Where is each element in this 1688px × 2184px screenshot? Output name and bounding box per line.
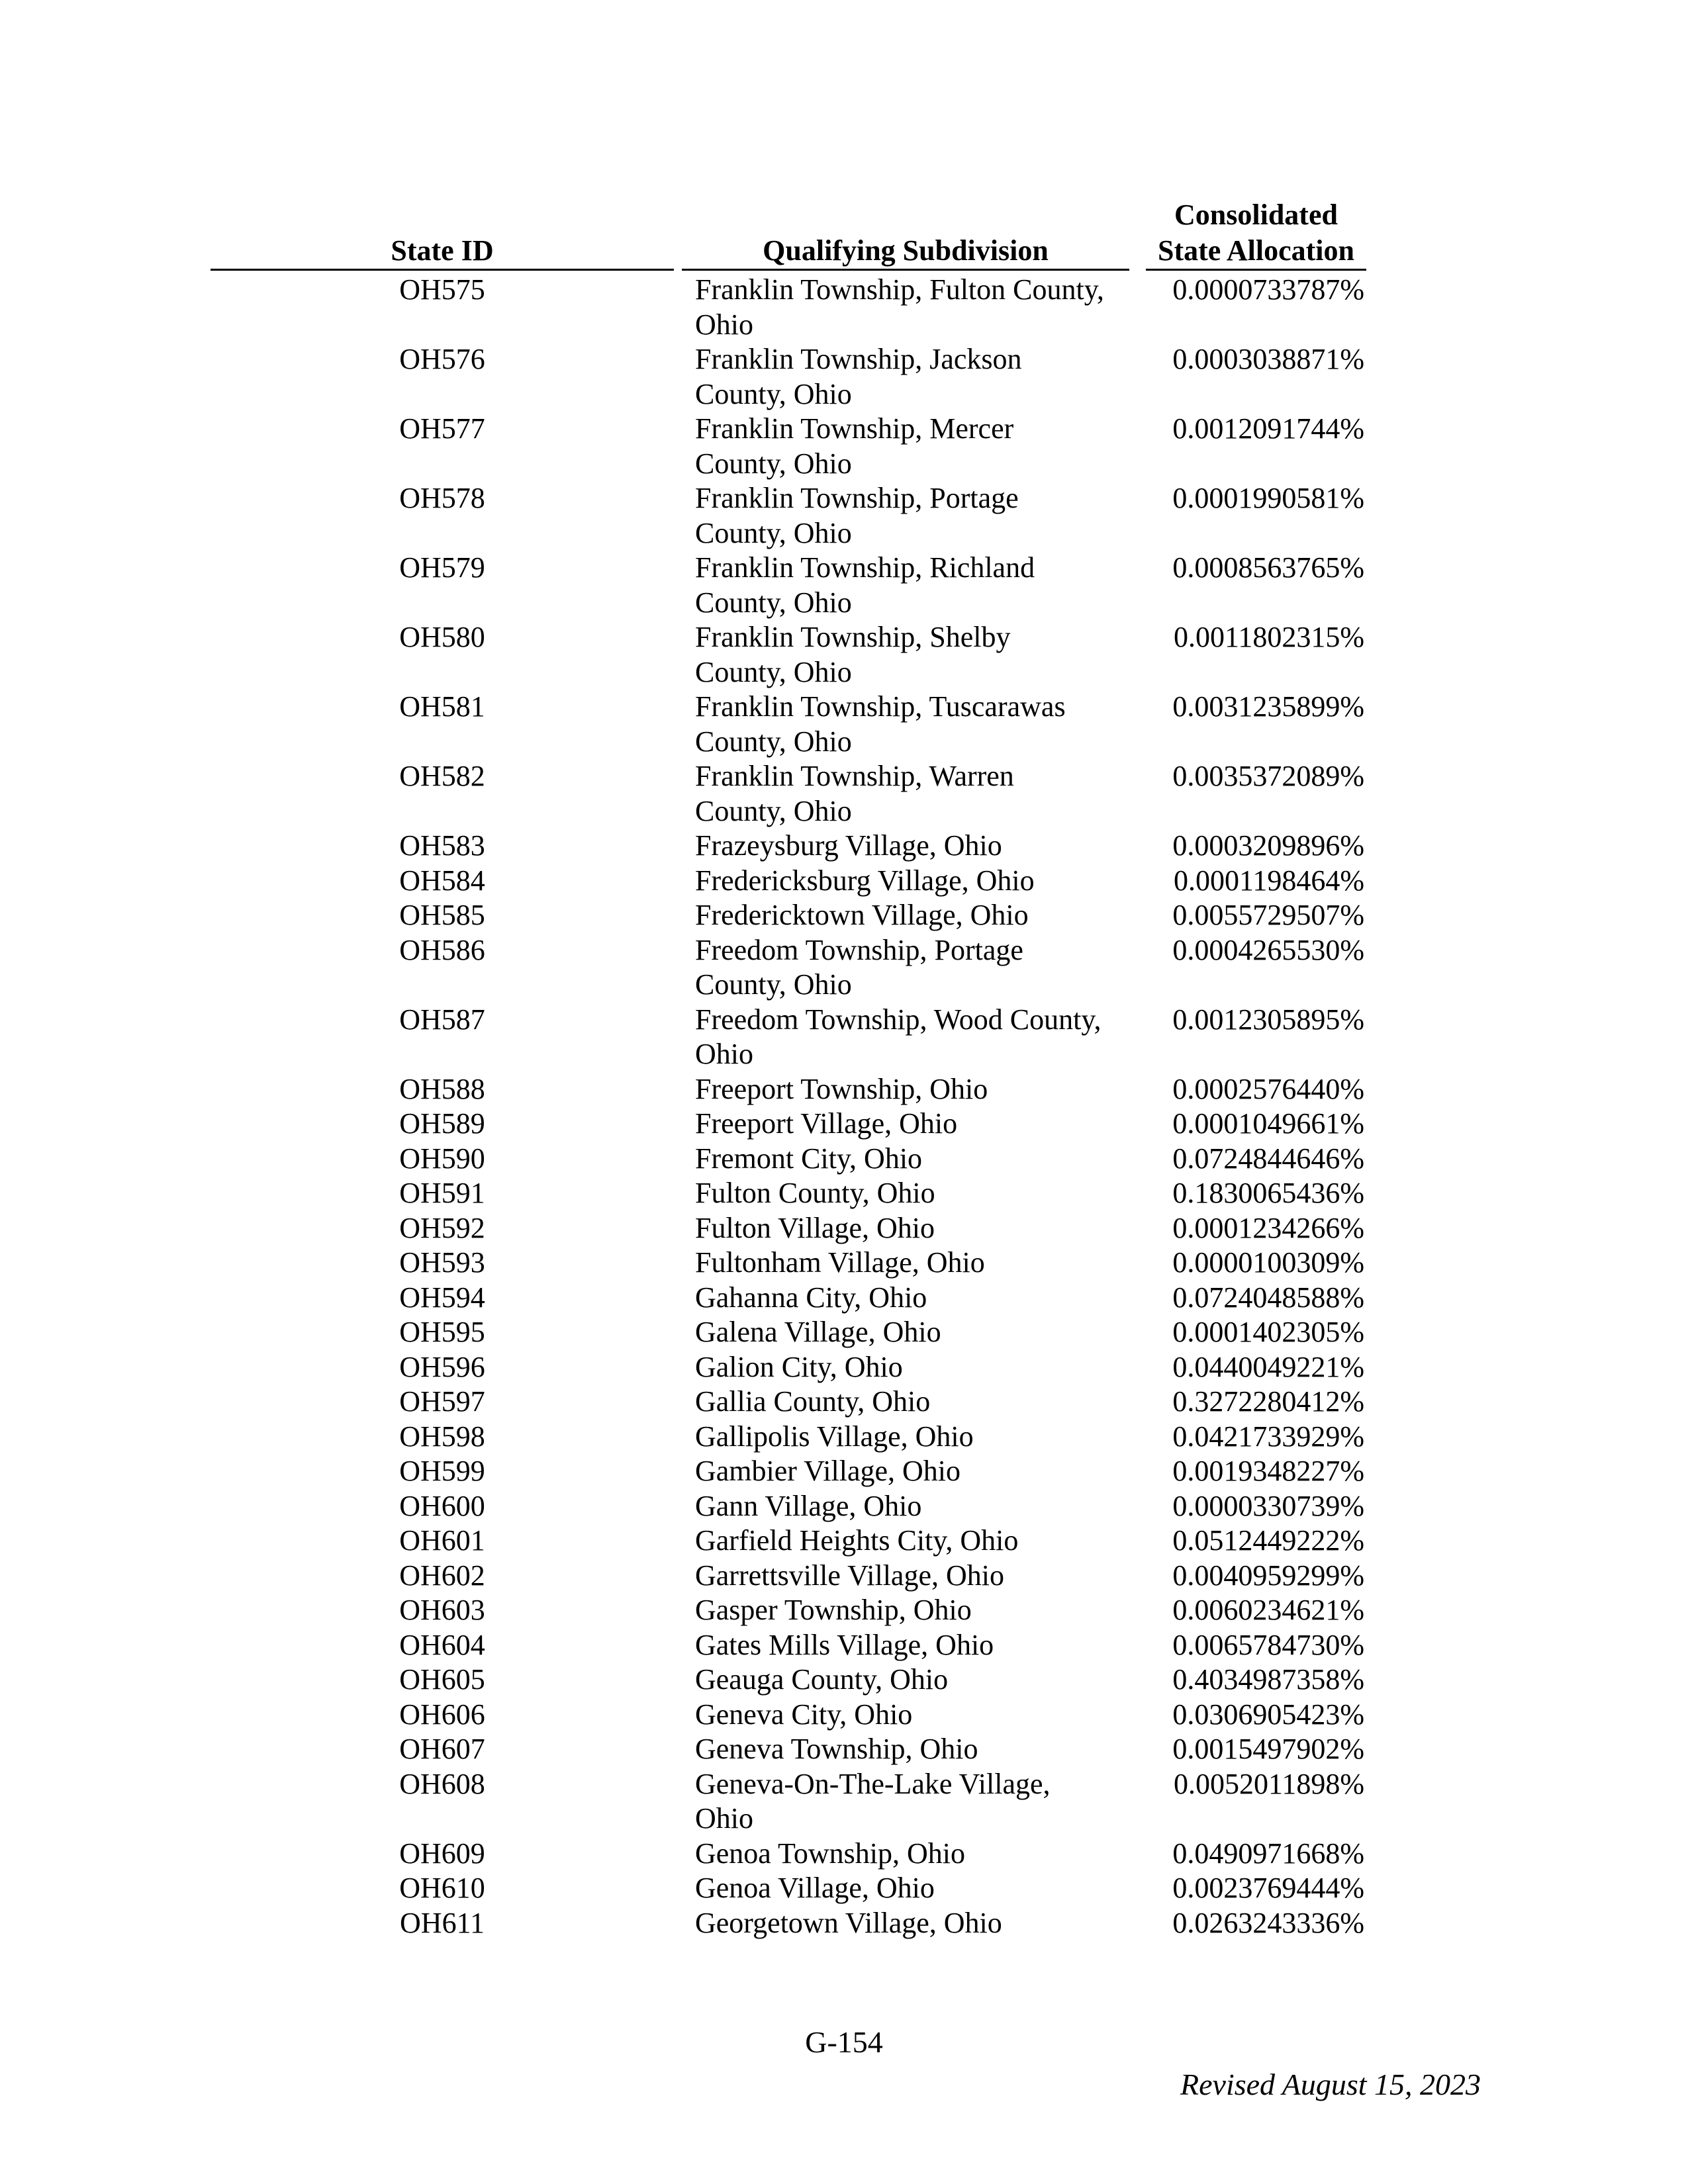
table-row (0, 690, 1688, 759)
allocation-cell: 0.0031235899% (1172, 690, 1364, 723)
allocation-cell: 0.0023769444% (1172, 1872, 1364, 1904)
state-id-cell: OH605 (399, 1663, 485, 1696)
allocation-cell: 0.0306905423% (1172, 1698, 1364, 1731)
state-id-cell: OH579 (399, 551, 485, 584)
subdivision-cell: Freedom Township, Portage County, Ohio (695, 933, 1023, 1001)
allocation-table-body (0, 273, 1688, 1940)
state-id-cell: OH587 (399, 1003, 485, 1036)
state-id-cell: OH600 (399, 1489, 485, 1522)
table-row (0, 1628, 1688, 1663)
state-id-cell: OH585 (399, 899, 485, 931)
table-row (0, 933, 1688, 1003)
subdivision-cell: Fultonham Village, Ohio (695, 1246, 985, 1279)
state-id-cell: OH590 (399, 1142, 485, 1175)
allocation-cell: 0.0035372089% (1172, 760, 1364, 792)
allocation-cell: 0.0019348227% (1172, 1455, 1364, 1487)
table-row (0, 620, 1688, 690)
table-row (0, 1142, 1688, 1177)
allocation-cell: 0.0512449222% (1172, 1524, 1364, 1557)
subdivision-cell: Freeport Township, Ohio (695, 1072, 988, 1105)
subdivision-cell: Garrettsville Village, Ohio (695, 1559, 1004, 1592)
subdivision-cell: Franklin Township, Warren County, Ohio (695, 760, 1014, 827)
allocation-cell: 0.4034987358% (1172, 1663, 1364, 1696)
subdivision-cell: Franklin Township, Jackson County, Ohio (695, 343, 1022, 410)
header-qualifying-subdivision: Qualifying Subdivision (763, 234, 1049, 267)
subdivision-cell: Galion City, Ohio (695, 1350, 903, 1383)
allocation-cell: 0.0012305895% (1172, 1003, 1364, 1036)
page-number: G-154 (805, 2025, 883, 2059)
state-id-cell: OH591 (399, 1177, 485, 1209)
allocation-cell: 0.0001402305% (1172, 1316, 1364, 1348)
table-row (0, 1524, 1688, 1559)
subdivision-cell: Franklin Township, Tuscarawas County, Ohio (695, 690, 1066, 758)
allocation-cell: 0.0001234266% (1172, 1211, 1364, 1244)
allocation-cell: 0.0724048588% (1172, 1281, 1364, 1314)
table-row (0, 1489, 1688, 1524)
state-id-cell: OH610 (399, 1872, 485, 1904)
header-consolidated-state-allocation (1146, 197, 1366, 269)
subdivision-cell: Fremont City, Ohio (695, 1142, 923, 1175)
table-row (0, 1350, 1688, 1385)
header-allocation-line2: State Allocation (1158, 234, 1354, 267)
state-id-cell: OH603 (399, 1594, 485, 1626)
allocation-cell: 0.0001990581% (1172, 482, 1364, 514)
allocation-cell: 0.0060234621% (1172, 1594, 1364, 1626)
table-row (0, 1072, 1688, 1107)
state-id-cell: OH606 (399, 1698, 485, 1731)
table-row (0, 1420, 1688, 1455)
state-id-cell: OH584 (399, 864, 485, 897)
table-row (0, 273, 1688, 342)
state-id-cell: OH599 (399, 1455, 485, 1487)
allocation-cell: 0.0052011898% (1173, 1767, 1364, 1800)
subdivision-cell: Geneva City, Ohio (695, 1698, 913, 1731)
subdivision-cell: Gahanna City, Ohio (695, 1281, 927, 1314)
allocation-cell: 0.0000100309% (1172, 1246, 1364, 1279)
allocation-cell: 0.0000330739% (1172, 1489, 1364, 1522)
subdivision-cell: Genoa Village, Ohio (695, 1872, 935, 1904)
allocation-cell: 0.0003209896% (1172, 829, 1364, 862)
allocation-cell: 0.0724844646% (1172, 1142, 1364, 1175)
state-id-cell: OH586 (399, 933, 485, 966)
table-row (0, 1906, 1688, 1941)
header-rule-subdivision (682, 269, 1129, 271)
state-id-cell: OH593 (399, 1246, 485, 1279)
state-id-cell: OH595 (399, 1316, 485, 1348)
state-id-cell: OH607 (399, 1733, 485, 1765)
state-id-cell: OH575 (399, 273, 485, 306)
subdivision-cell: Franklin Township, Mercer County, Ohio (695, 412, 1014, 480)
table-row (0, 1003, 1688, 1072)
table-row (0, 1662, 1688, 1698)
allocation-cell: 0.1830065436% (1172, 1177, 1364, 1209)
allocation-cell: 0.0008563765% (1172, 551, 1364, 584)
state-id-cell: OH578 (399, 482, 485, 514)
subdivision-cell: Geneva Township, Ohio (695, 1733, 978, 1765)
state-id-cell: OH596 (399, 1350, 485, 1383)
allocation-cell: 0.0000733787% (1172, 273, 1364, 306)
allocation-cell: 0.0055729507% (1172, 899, 1364, 931)
table-row (0, 481, 1688, 551)
table-row (0, 1732, 1688, 1767)
subdivision-cell: Freeport Village, Ohio (695, 1107, 958, 1140)
state-id-cell: OH594 (399, 1281, 485, 1314)
state-id-cell: OH581 (399, 690, 485, 723)
allocation-cell: 0.0002576440% (1172, 1072, 1364, 1105)
subdivision-cell: Gann Village, Ohio (695, 1489, 922, 1522)
header-allocation-line1: Consolidated (1174, 199, 1338, 231)
table-row (0, 1559, 1688, 1594)
table-row (0, 898, 1688, 933)
subdivision-cell: Gambier Village, Ohio (695, 1455, 961, 1487)
table-row (0, 864, 1688, 899)
allocation-cell: 0.0001198464% (1173, 864, 1364, 897)
allocation-cell: 0.0440049221% (1172, 1350, 1364, 1383)
allocation-cell: 0.3272280412% (1172, 1385, 1364, 1418)
header-rule-state-id (211, 269, 674, 271)
table-row (0, 829, 1688, 864)
subdivision-cell: Franklin Township, Shelby County, Ohio (695, 621, 1011, 688)
header-rule-allocation (1146, 269, 1366, 271)
subdivision-cell: Frazeysburg Village, Ohio (695, 829, 1002, 862)
state-id-cell: OH589 (399, 1107, 485, 1140)
table-row (0, 1107, 1688, 1142)
table-row (0, 1211, 1688, 1246)
allocation-cell: 0.0011802315% (1173, 621, 1364, 653)
subdivision-cell: Genoa Township, Ohio (695, 1837, 965, 1870)
subdivision-cell: Geauga County, Ohio (695, 1663, 949, 1696)
revision-date: Revised August 15, 2023 (1180, 2068, 1481, 2101)
subdivision-cell: Garfield Heights City, Ohio (695, 1524, 1019, 1557)
state-id-cell: OH604 (399, 1628, 485, 1661)
subdivision-cell: Freedom Township, Wood County, Ohio (695, 1003, 1102, 1070)
subdivision-cell: Franklin Township, Fulton County, Ohio (695, 273, 1104, 341)
state-id-cell: OH592 (399, 1211, 485, 1244)
allocation-cell: 0.0421733929% (1172, 1420, 1364, 1453)
table-row (0, 759, 1688, 829)
state-id-cell: OH608 (399, 1767, 485, 1800)
table-row (0, 1454, 1688, 1489)
header-state-id: State ID (391, 234, 494, 267)
subdivision-cell: Gasper Township, Ohio (695, 1594, 972, 1626)
state-id-cell: OH597 (399, 1385, 485, 1418)
table-row (0, 1593, 1688, 1628)
subdivision-cell: Fulton County, Ohio (695, 1177, 935, 1209)
table-row (0, 1315, 1688, 1350)
state-id-cell: OH609 (399, 1837, 485, 1870)
subdivision-cell: Fredericksburg Village, Ohio (695, 864, 1035, 897)
subdivision-cell: Geneva-On-The-Lake Village, Ohio (695, 1767, 1051, 1835)
state-id-cell: OH583 (399, 829, 485, 862)
state-id-cell: OH588 (399, 1072, 485, 1105)
allocation-cell: 0.0490971668% (1172, 1837, 1364, 1870)
subdivision-cell: Galena Village, Ohio (695, 1316, 941, 1348)
allocation-cell: 0.0065784730% (1172, 1628, 1364, 1661)
table-row (0, 1698, 1688, 1733)
table-row (0, 1871, 1688, 1906)
subdivision-cell: Georgetown Village, Ohio (695, 1906, 1002, 1939)
table-row (0, 551, 1688, 620)
state-id-cell: OH601 (399, 1524, 485, 1557)
state-id-cell: OH576 (399, 343, 485, 375)
table-row (0, 342, 1688, 412)
subdivision-cell: Fredericktown Village, Ohio (695, 899, 1029, 931)
allocation-cell: 0.0015497902% (1172, 1733, 1364, 1765)
subdivision-cell: Gates Mills Village, Ohio (695, 1628, 994, 1661)
subdivision-cell: Franklin Township, Portage County, Ohio (695, 482, 1019, 549)
table-row (0, 1281, 1688, 1316)
subdivision-cell: Gallipolis Village, Ohio (695, 1420, 974, 1453)
state-id-cell: OH602 (399, 1559, 485, 1592)
allocation-cell: 0.0003038871% (1172, 343, 1364, 375)
state-id-cell: OH577 (399, 412, 485, 445)
state-id-cell: OH598 (399, 1420, 485, 1453)
allocation-cell: 0.0004265530% (1172, 933, 1364, 966)
subdivision-cell: Gallia County, Ohio (695, 1385, 931, 1418)
table-row (0, 1837, 1688, 1872)
table-row (0, 1176, 1688, 1211)
subdivision-cell: Franklin Township, Richland County, Ohio (695, 551, 1035, 619)
table-row (0, 412, 1688, 481)
state-id-cell: OH611 (400, 1906, 485, 1939)
table-row (0, 1246, 1688, 1281)
allocation-cell: 0.0263243336% (1172, 1906, 1364, 1939)
state-id-cell: OH582 (399, 760, 485, 792)
table-row (0, 1767, 1688, 1837)
state-id-cell: OH580 (399, 621, 485, 653)
allocation-cell: 0.0001049661% (1172, 1107, 1364, 1140)
subdivision-cell: Fulton Village, Ohio (695, 1211, 935, 1244)
allocation-cell: 0.0040959299% (1172, 1559, 1364, 1592)
allocation-cell: 0.0012091744% (1172, 412, 1364, 445)
table-row (0, 1385, 1688, 1420)
